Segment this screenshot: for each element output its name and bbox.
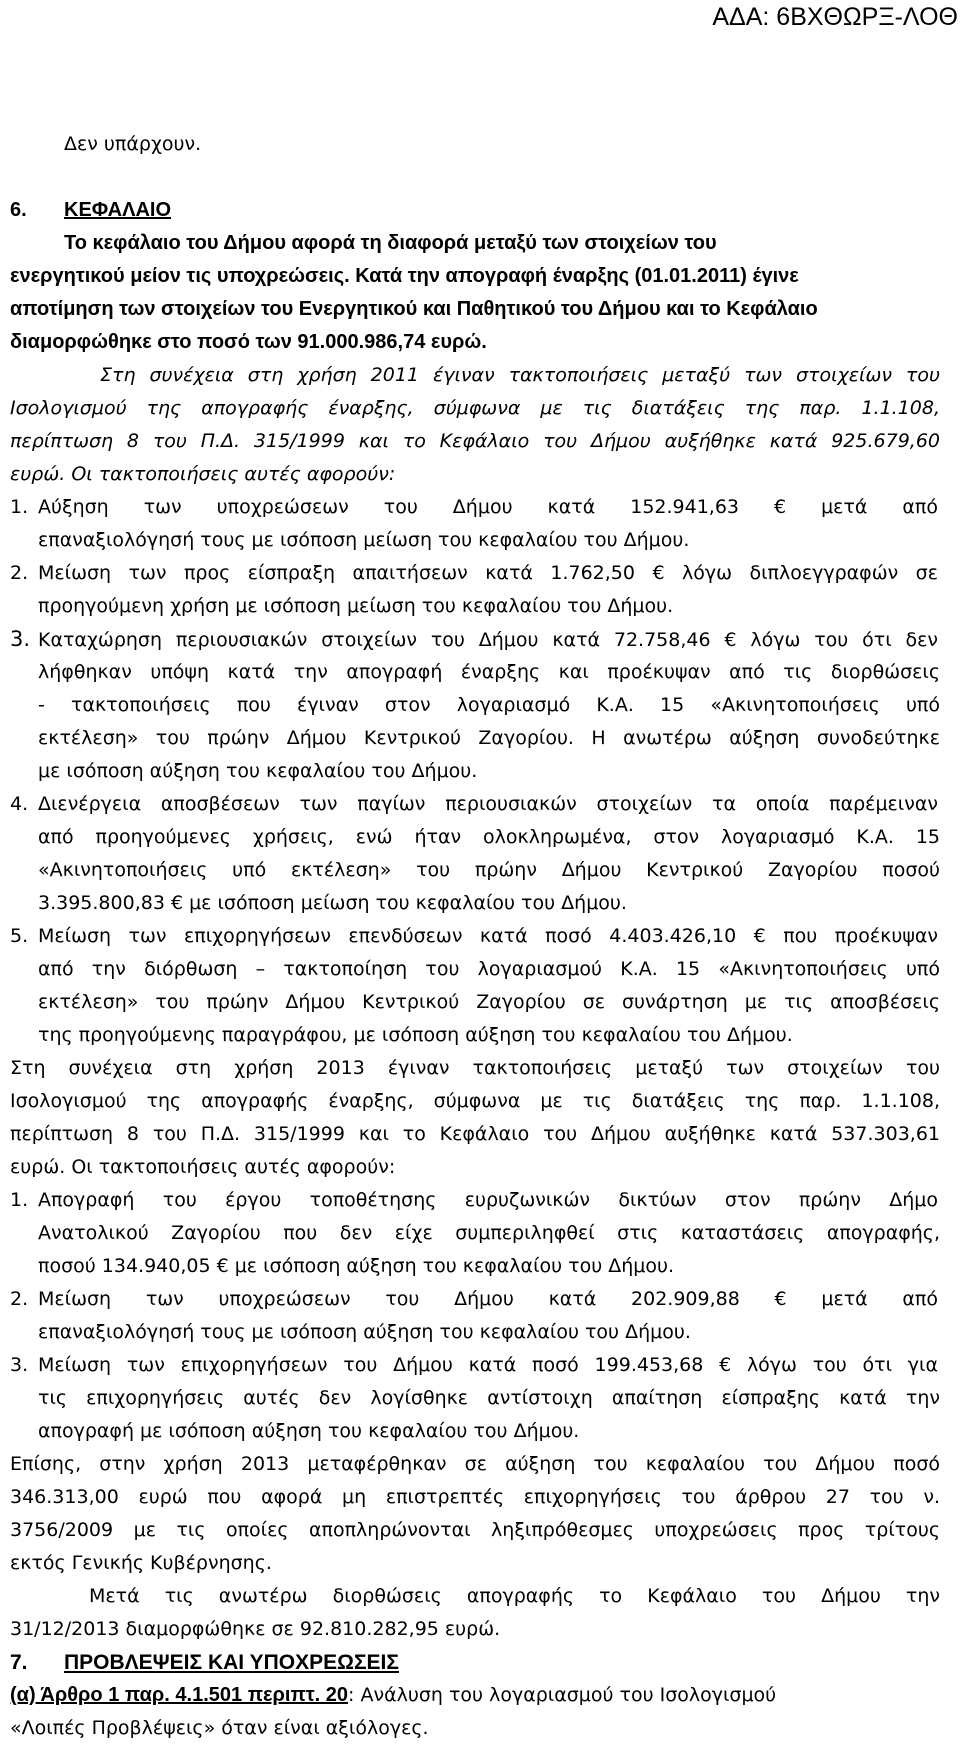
article-reference: (α) Άρθρο 1 παρ. 4.1.501 περιπτ. 20	[10, 1684, 349, 1706]
item-2013-1: 1. Απογραφή του έργου τοποθέτησης ευρυζωνικών δικτύων στον πρώην Δήμο	[10, 1184, 940, 1217]
item-2011-2-cont: προηγούμενη χρήση με ισόποση μείωση του κεφαλαίου του Δήμου.	[38, 595, 674, 617]
item-2011-3-cont: εκτέλεση» του πρώην Δήμου Κεντρικού Ζαγορίου. Η ανωτέρω αύξηση συνοδεύτηκε	[38, 727, 940, 749]
item-2013-3-cont: τις επιχορηγήσεις αυτές δεν λογίσθηκε αντίστοιχη απαίτηση είσπραξης κατά την	[38, 1387, 940, 1409]
also-line: Επίσης, στην χρήση 2013 μεταφέρθηκαν σε αύξηση του κεφαλαίου του Δήμου ποσό	[10, 1453, 940, 1475]
item-2013-1-cont: ποσού 134.940,05 € με ισόποση αύξηση του κεφαλαίου του Δήμου.	[38, 1255, 675, 1277]
item-2013-3-cont: απογραφή με ισόποση αύξηση του κεφαλαίου του Δήμου.	[38, 1420, 580, 1442]
para-2013-line: Στη συνέχεια στη χρήση 2013 έγιναν τακτοποιήσεις μεταξύ των στοιχείων του	[10, 1057, 940, 1079]
item-2011-4-cont: 3.395.800,83 € με ισόποση μείωση του κεφαλαίου του Δήμου.	[38, 892, 627, 914]
item-2011-3-cont: λήφθηκαν υπόψη κατά την απογραφή έναρξης και προέκυψαν από τις διορθώσεις	[38, 661, 940, 683]
para-2013-line: ευρώ. Οι τακτοποιήσεις αυτές αφορούν:	[10, 1156, 396, 1178]
intro-line: Δεν υπάρχουν.	[64, 133, 202, 155]
item-2013-2: 2. Μείωση των υποχρεώσεων του Δήμου κατά 202.909,88 € μετά από	[10, 1283, 940, 1316]
article-description: : Ανάλυση του λογαριασμού του Ισολογισμού	[348, 1684, 777, 1706]
item-number: 2.	[10, 562, 29, 584]
para-2011-line: Στη συνέχεια στη χρήση 2011 έγιναν τακτοποιήσεις μεταξύ των στοιχείων του	[100, 364, 940, 386]
also-line: 3756/2009 με τις οποίες αποπληρώνονται ληξιπρόθεσμες υποχρεώσεις προς τρίτους	[10, 1519, 940, 1541]
para-2011-line: περίπτωση 8 του Π.Δ. 315/1999 και το Κεφάλαιο του Δήμου αυξήθηκε κατά 925.679,60	[10, 430, 940, 452]
capital-bold-line: Το κεφάλαιο του Δήμου αφορά τη διαφορά μεταξύ των στοιχείων του	[64, 232, 717, 254]
also-line: 346.313,00 ευρώ που αφορά μη επιστρεπτές επιχορηγήσεις του άρθρου 27 του ν.	[10, 1486, 940, 1508]
item-number: 1.	[10, 1189, 29, 1211]
item-2011-4-cont: από προηγούμενες χρήσεις, ενώ ήταν ολοκληρωμένα, στον λογαριασμό Κ.Α. 15	[38, 826, 940, 848]
document-page	[10, 128, 940, 1745]
item-2011-1: 1. Αύξηση των υποχρεώσεων του Δήμου κατά 152.941,63 € μετά από	[10, 491, 940, 524]
section-6-heading	[10, 194, 940, 227]
item-2011-5-cont: από την διόρθωση – τακτοποίηση του λογαριασμού Κ.Α. 15 «Ακινητοποιήσεις υπό	[38, 958, 940, 980]
item-2011-5-cont: εκτέλεση» του πρώην Δήμου Κεντρικού Ζαγορίου σε συνάρτηση με τις αποσβέσεις	[38, 991, 940, 1013]
item-number: 2.	[10, 1288, 29, 1310]
item-number: 3.	[10, 1354, 29, 1376]
item-2011-3-cont: - τακτοποιήσεις που έγιναν στον λογαριασμό Κ.Α. 15 «Ακινητοποιήσεις υπό	[38, 694, 940, 716]
capital-bold-line: αποτίμηση των στοιχείων του Ενεργητικού και Παθητικού του Δήμου και το Κεφάλαιο	[10, 298, 818, 320]
final-line: Μετά τις ανωτέρω διορθώσεις απογραφής το Κεφάλαιο του Δήμου την	[89, 1585, 940, 1607]
capital-bold-line: διαμορφώθηκε στο ποσό των 91.000.986,74 ευρώ.	[10, 331, 487, 353]
para-2011-line: Ισολογισμού της απογραφής έναρξης, σύμφωνα με τις διατάξεις της παρ. 1.1.108,	[10, 397, 940, 419]
final-line: 31/12/2013 διαμορφώθηκε σε 92.810.282,95 ευρώ.	[10, 1618, 501, 1640]
item-2011-4: 4. Διενέργεια αποσβέσεων των παγίων περιουσιακών στοιχείων τα οποία παρέμειναν	[10, 788, 940, 821]
item-number: 1.	[10, 496, 29, 518]
item-number: 4.	[10, 793, 29, 815]
section-7-heading	[10, 1646, 940, 1679]
section-6-number: 6.	[10, 199, 27, 221]
item-2013-3: 3. Μείωση των επιχορηγήσεων του Δήμου κατά ποσό 199.453,68 € λόγω του ότι για	[10, 1349, 940, 1382]
section-6-title: ΚΕΦΑΛΑΙΟ	[64, 199, 172, 221]
section-7-number: 7.	[10, 1651, 28, 1674]
item-2011-1-cont: επαναξιολόγησή τους με ισόποση μείωση του κεφαλαίου του Δήμου.	[38, 529, 690, 551]
capital-bold-line: ενεργητικού μείον τις υποχρεώσεις. Κατά την απογραφή έναρξης (01.01.2011) έγινε	[10, 265, 799, 287]
item-2011-4-cont: «Ακινητοποιήσεις υπό εκτέλεση» του πρώην Δήμου Κεντρικού Ζαγορίου ποσού	[38, 859, 940, 881]
section-7-line: «Λοιπές Προβλέψεις» όταν είναι αξιόλογες.	[10, 1717, 429, 1739]
also-line: εκτός Γενικής Κυβέρνησης.	[10, 1552, 272, 1574]
item-2013-2-cont: επαναξιολόγησή τους με ισόποση αύξηση του κεφαλαίου του Δήμου.	[38, 1321, 691, 1343]
item-number: 3.	[10, 627, 31, 651]
para-2011-line: ευρώ. Οι τακτοποιήσεις αυτές αφορούν:	[10, 463, 396, 485]
item-2013-1-cont: Ανατολικού Ζαγορίου που δεν είχε συμπεριληφθεί στις καταστάσεις απογραφής,	[38, 1222, 940, 1244]
section-7-sub	[10, 1679, 940, 1712]
section-7-title: ΠΡΟΒΛΕΨΕΙΣ ΚΑΙ ΥΠΟΧΡΕΩΣΕΙΣ	[64, 1651, 399, 1674]
item-number: 5.	[10, 925, 29, 947]
item-2011-5: 5. Μείωση των επιχορηγήσεων επενδύσεων κατά ποσό 4.403.426,10 € που προέκυψαν	[10, 920, 940, 953]
item-2011-5-cont: της προηγούμενης παραγράφου, με ισόποση αύξηση του κεφαλαίου του Δήμου.	[38, 1024, 793, 1046]
para-2013-line: Ισολογισμού της απογραφής έναρξης, σύμφωνα με τις διατάξεις της παρ. 1.1.108,	[10, 1090, 940, 1112]
item-2011-3-cont: με ισόποση αύξηση του κεφαλαίου του Δήμου.	[38, 760, 478, 782]
item-2011-2: 2. Μείωση των προς είσπραξη απαιτήσεων κατά 1.762,50 € λόγω διπλοεγγραφών σε	[10, 557, 940, 590]
item-2011-3: 3. Καταχώρηση περιουσιακών στοιχείων του Δήμου κατά 72.758,46 € λόγω του ότι δεν	[10, 623, 940, 656]
ada-code: ΑΔΑ: 6ΒΧΘΩΡΞ-ΛΟΘ	[712, 3, 958, 31]
para-2013-line: περίπτωση 8 του Π.Δ. 315/1999 και το Κεφάλαιο του Δήμου αυξήθηκε κατά 537.303,61	[10, 1123, 940, 1145]
